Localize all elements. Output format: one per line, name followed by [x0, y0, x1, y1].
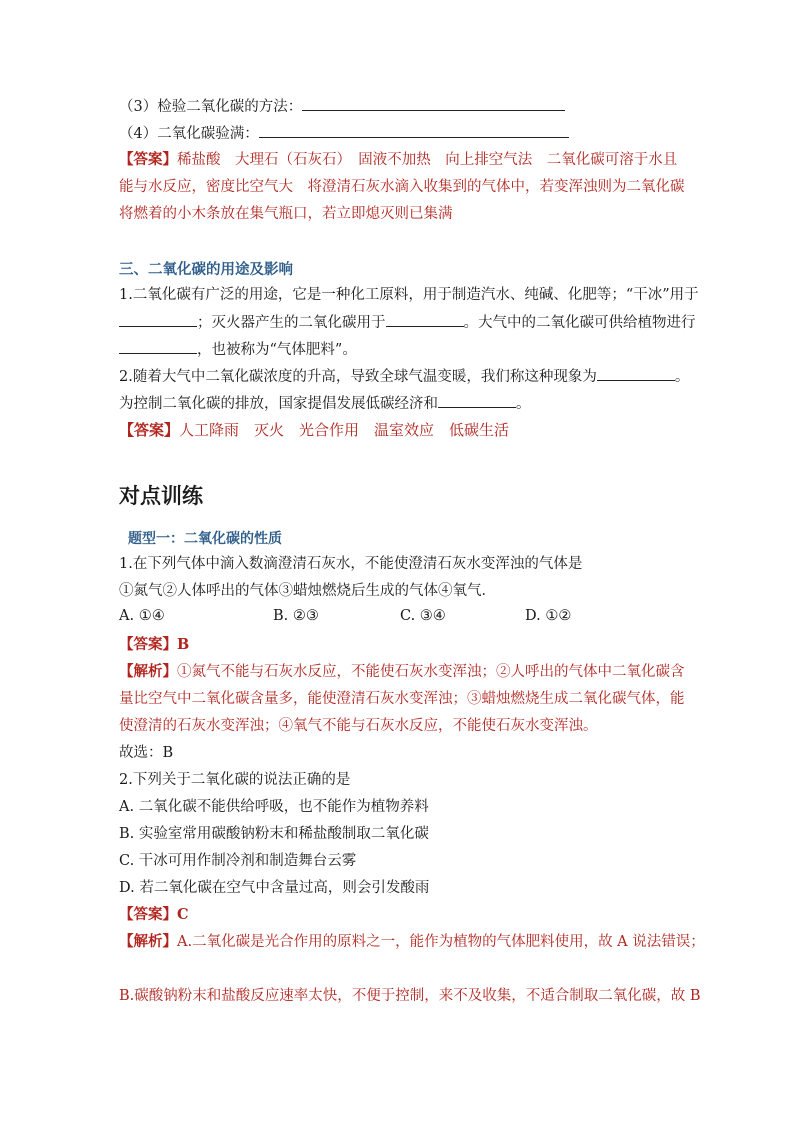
answer-text: 稀盐酸 大理石（石灰石） 固液不加热 向上排空气法 二氧化碳可溶于水且 — [177, 152, 678, 168]
question-type-title: 题型一：二氧化碳的性质 — [128, 531, 282, 547]
paragraph-1-line-3 — [119, 339, 357, 360]
option-c[interactable]: C. ③④ — [400, 608, 446, 624]
answer-blank[interactable] — [119, 312, 197, 327]
question-4 — [119, 123, 569, 144]
paragraph-text: 2.随着大气中二氧化碳浓度的升高，导致全球气温变暖，我们称这种现象为 — [119, 369, 597, 385]
paragraph-text: 。 — [674, 369, 690, 385]
answer-1-line-2: 能与水反应，密度比空气大 将澄清石灰水滴入收集到的气体中，若变浑浊则为二氧化碳 — [119, 179, 685, 195]
paragraph-text: 。 — [516, 396, 531, 412]
question-1-conclusion: 故选：B — [119, 745, 174, 761]
paragraph-1-line-1: 1.二氧化碳有广泛的用途，它是一种化工原料，用于制造汽水、纯碱、化肥等；“干冰”用于 — [119, 287, 699, 303]
answer-blank[interactable] — [597, 366, 675, 381]
section-title: 三、二氧化碳的用途及影响 — [119, 262, 293, 278]
option-d[interactable]: D. 若二氧化碳在空气中含量过高，则会引发酸雨 — [119, 880, 430, 896]
answer-blank[interactable] — [302, 96, 565, 111]
answer-blank[interactable] — [386, 312, 464, 327]
question-2-analysis-line-2: B.碳酸钠粉末和盐酸反应速率太快，不便于控制，来不及收集，不适合制取二氧化碳，故 B — [119, 988, 701, 1004]
answer-tag: 【答案】 — [119, 421, 180, 439]
answer-blank[interactable] — [438, 393, 516, 408]
question-2-analysis-line-1 — [119, 932, 705, 952]
option-c[interactable]: C. 干冰可用作制冷剂和制造舞台云雾 — [119, 853, 357, 869]
question-4-text: （4）二氧化碳验满： — [119, 126, 259, 142]
option-b[interactable]: B. ②③ — [273, 608, 319, 624]
analysis-tag: 【解析】 — [119, 663, 177, 680]
question-1-analysis-line-1 — [119, 662, 685, 682]
question-2-answer: 【答案】C — [119, 906, 189, 923]
question-1-items: ①氮气②人体呼出的气体③蜡烛燃烧后生成的气体④氧气． — [119, 583, 496, 599]
paragraph-text: 。大气中的二氧化碳可供给植物进行 — [463, 315, 696, 331]
paragraph-2-line-1 — [119, 366, 689, 387]
question-1-analysis-line-2: 量比空气中二氧化碳含量多，能使澄清石灰水变浑浊；③蜡烛燃烧生成二氧化碳气体，能 — [119, 691, 685, 707]
question-1-stem: 1.在下列气体中滴入数滴澄清石灰水，不能使澄清石灰水变浑浊的气体是 — [119, 556, 583, 572]
answer-1-line-1 — [119, 150, 677, 170]
question-3-text: （3）检验二氧化碳的方法： — [119, 99, 303, 115]
paragraph-2-line-2 — [119, 393, 531, 414]
option-d[interactable]: D. ①② — [525, 608, 572, 624]
option-a[interactable]: A. 二氧化碳不能供给呼吸，也不能作为植物养料 — [119, 799, 429, 815]
answer-blank[interactable] — [259, 123, 569, 138]
answer-1-line-3: 将燃着的小木条放在集气瓶口，若立即熄灭则已集满 — [119, 206, 453, 222]
analysis-tag: 【解析】 — [119, 933, 177, 950]
paragraph-text: 为控制二氧化碳的排放，国家提倡发展低碳经济和 — [119, 396, 438, 412]
option-a[interactable]: A. ①④ — [119, 608, 165, 624]
section-heading: 对点训练 — [119, 484, 203, 508]
answer-tag: 【答案】 — [119, 151, 177, 168]
answer-blank[interactable] — [119, 339, 197, 354]
option-b[interactable]: B. 实验室常用碳酸钠粉末和稀盐酸制取二氧化碳 — [119, 826, 429, 842]
question-3 — [119, 96, 565, 117]
paragraph-1-line-2 — [119, 312, 696, 333]
analysis-text: A.二氧化碳是光合作用的原料之一，能作为植物的气体肥料使用，故 A 说法错误； — [177, 934, 705, 950]
answer-text: 人工降雨 灭火 光合作用 温室效应 低碳生活 — [179, 421, 510, 439]
analysis-text: ①氮气不能与石灰水反应，不能使石灰水变浑浊；②人呼出的气体中二氧化碳含 — [177, 664, 685, 680]
question-2-stem: 2.下列关于二氧化碳的说法正确的是 — [119, 772, 351, 788]
paragraph-text: ，也被称为“气体肥料”。 — [197, 342, 357, 358]
paragraph-text: ；灭火器产生的二氧化碳用于 — [197, 315, 386, 331]
question-1-analysis-line-3: 使澄清的石灰水变浑浊；④氧气不能与石灰水反应，不能使石灰水变浑浊。 — [119, 718, 598, 734]
question-1-answer: 【答案】B — [119, 636, 190, 653]
answer-2 — [119, 420, 509, 440]
